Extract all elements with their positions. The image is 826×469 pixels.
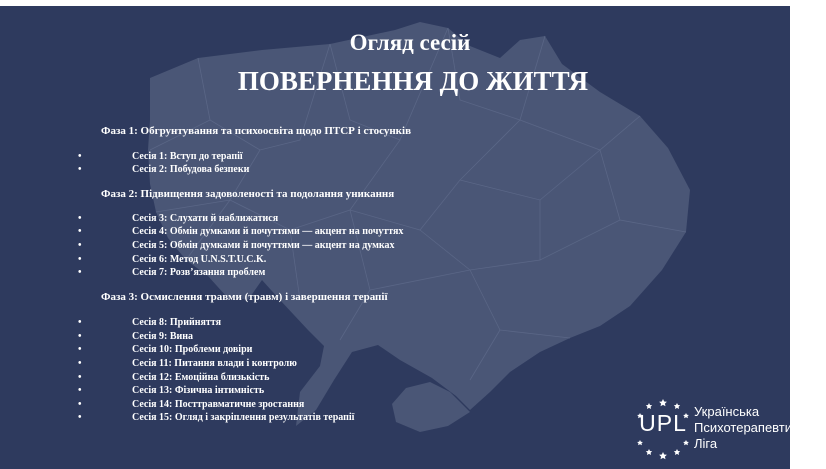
bullet: •	[78, 151, 82, 162]
bullet: •	[78, 164, 82, 175]
session-label: Сесія 12: Емоційна близькість	[132, 372, 270, 383]
logo-wordmark	[694, 404, 813, 452]
session-label: Сесія 9: Вина	[132, 331, 194, 342]
bullet: •	[78, 240, 82, 251]
bullet: •	[78, 254, 82, 265]
session-label: Сесія 5: Обмін думками й почуттями — акцент на думках	[132, 240, 395, 251]
bullet: •	[78, 385, 82, 396]
logo-line: Ліга	[694, 436, 718, 451]
session-label: Сесія 4: Обмін думками й почуттями — акцент на почуттях	[132, 226, 404, 237]
session-label: Сесія 13: Фізична інтимність	[132, 385, 265, 396]
session-label: Сесія 14: Посттравматичне зростання	[132, 399, 305, 410]
slide-title: ПОВЕРНЕННЯ ДО ЖИТТЯ	[237, 66, 589, 96]
bullet: •	[78, 213, 82, 224]
session-label: Сесія 2: Побудова безпеки	[132, 164, 250, 175]
session-label: Сесія 10: Проблеми довіри	[132, 344, 253, 355]
bullet: •	[78, 344, 82, 355]
logo-line: Психотерапевтична	[694, 420, 814, 435]
bullet: •	[78, 412, 82, 423]
phase-heading: Фаза 2: Підвищення задоволеності та подолання уникання	[101, 188, 395, 200]
bullet: •	[78, 226, 82, 237]
phase-heading: Фаза 1: Обгрунтування та психоосвіта щодо ПТСР і стосунків	[101, 125, 412, 137]
phase-heading: Фаза 3: Осмислення травми (травм) і завершення терапії	[101, 291, 388, 303]
bullet: •	[78, 372, 82, 383]
bullet: •	[78, 358, 82, 369]
session-label: Сесія 15: Огляд і закріплення результатів терапії	[132, 412, 355, 423]
logo-line: Українська	[694, 404, 760, 419]
bullet: •	[78, 317, 82, 328]
slide-subtitle: Огляд сесій	[349, 30, 471, 55]
session-label: Сесія 1: Вступ до терапії	[132, 151, 243, 162]
logo-mark-text: UPL	[639, 410, 687, 436]
bullet: •	[78, 399, 82, 410]
session-label: Сесія 11: Питання влади і контролю	[132, 358, 297, 369]
session-label: Сесія 6: Метод U.N.S.T.U.C.K.	[132, 254, 267, 265]
upl-logo	[634, 398, 814, 460]
session-label: Сесія 3: Слухати й наближатися	[132, 213, 279, 224]
session-label: Сесія 8: Прийняття	[132, 317, 221, 328]
bullet: •	[78, 331, 82, 342]
bullet: •	[78, 267, 82, 278]
session-label: Сесія 7: Розв’язання проблем	[132, 267, 266, 278]
